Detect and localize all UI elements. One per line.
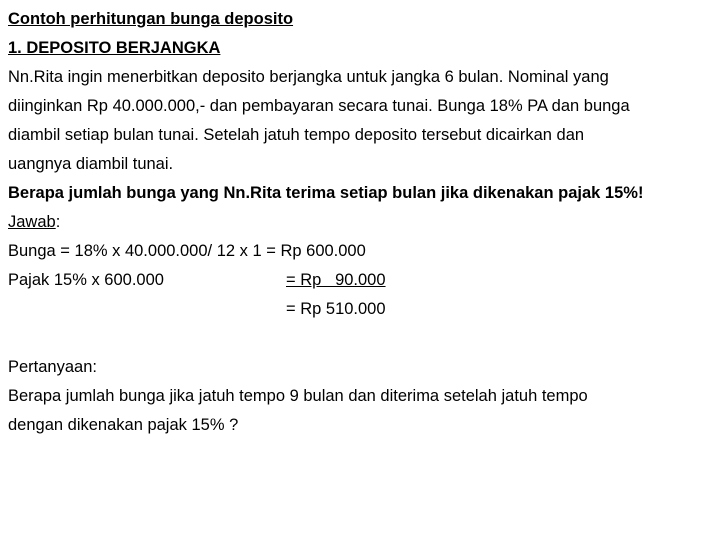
answer-colon: : [55, 213, 61, 231]
problem-description [8, 63, 713, 179]
page-title: Contoh perhitungan bunga deposito [8, 10, 294, 28]
calc-bunga-line: Bunga = 18% x 40.000.000/ 12 x 1 = Rp 600.000 [8, 242, 366, 260]
answer-heading [8, 208, 713, 237]
answer-label: Jawab [8, 213, 56, 231]
description-line: diambil setiap bulan tunai. Setelah jatuh tempo deposito tersebut dicairkan dan [8, 126, 585, 144]
calc-net-row [8, 295, 713, 324]
calc-net-value: = Rp 510.000 [286, 300, 386, 318]
calc-pajak-label: Pajak 15% x 600.000 [8, 271, 164, 289]
calculation-block [8, 237, 713, 324]
blank-line [8, 324, 713, 353]
pertanyaan-line: Berapa jumlah bunga jika jatuh tempo 9 bulan dan diterima setelah jatuh tempo [8, 387, 588, 405]
section-heading: 1. DEPOSITO BERJANGKA [8, 39, 221, 57]
description-line: diinginkan Rp 40.000.000,- dan pembayaran secara tunai. Bunga 18% PA dan bunga [8, 97, 630, 115]
document-body [8, 5, 713, 440]
calc-pajak-value: = Rp 90.000 [286, 271, 386, 289]
calc-pajak-row [8, 266, 713, 295]
question-text: Berapa jumlah bunga yang Nn.Rita terima setiap bulan jika dikenakan pajak 15%! [8, 184, 644, 202]
pertanyaan-line: dengan dikenakan pajak 15% ? [8, 416, 239, 434]
pertanyaan-block [8, 353, 713, 440]
description-line: uangnya diambil tunai. [8, 155, 174, 173]
description-line: Nn.Rita ingin menerbitkan deposito berjangka untuk jangka 6 bulan. Nominal yang [8, 68, 609, 86]
pertanyaan-label: Pertanyaan: [8, 358, 97, 376]
